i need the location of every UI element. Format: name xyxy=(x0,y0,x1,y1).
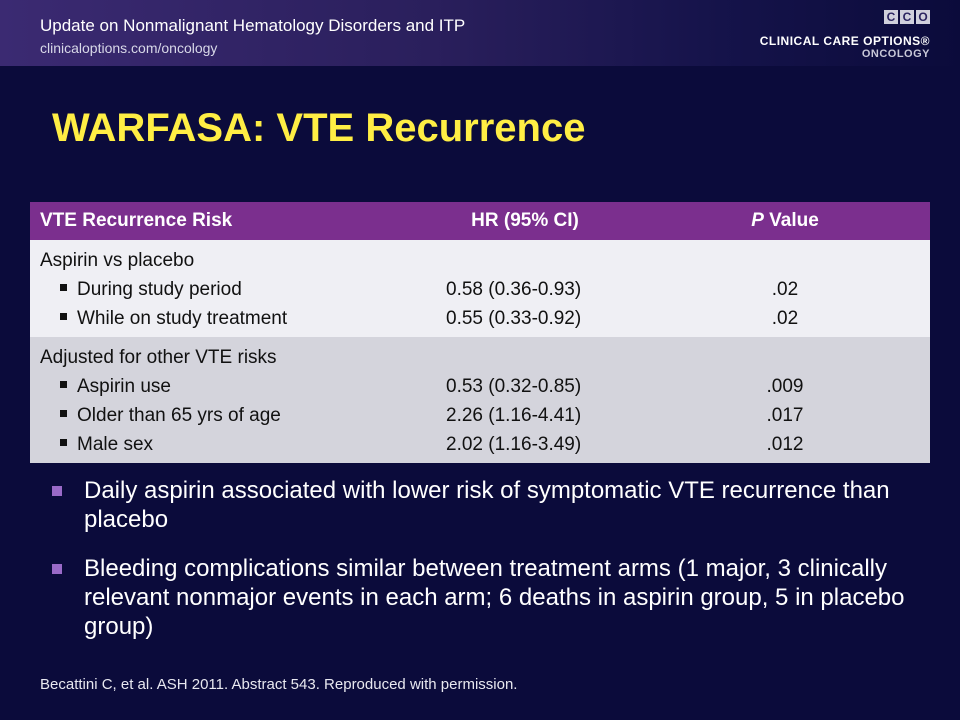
cco-logo xyxy=(750,10,930,60)
row-p: .009 xyxy=(766,375,804,397)
header-p-italic: P xyxy=(751,210,764,231)
row-hr: 0.58 (0.36-0.93) xyxy=(446,278,582,300)
logo-line2: ONCOLOGY xyxy=(861,48,930,60)
row-p: .017 xyxy=(766,404,804,426)
row-risk: Older than 65 yrs of age xyxy=(77,404,281,426)
bullet-item xyxy=(52,554,912,641)
group-label: Adjusted for other VTE risks xyxy=(40,346,277,368)
logo-boxes xyxy=(884,10,930,24)
bullet-text: Daily aspirin associated with lower risk of symptomatic VTE recurrence than placebo xyxy=(84,477,890,533)
bullet-text: Bleeding complications similar between treatment arms (1 major, 3 clinically relevant nonmajor events in each arm; 6 deaths in aspirin group, 5 in placebo group) xyxy=(84,555,905,640)
row-hr: 0.53 (0.32-0.85) xyxy=(446,375,582,397)
square-bullet-icon xyxy=(60,313,67,320)
row-p: .02 xyxy=(771,307,799,329)
header-risk: VTE Recurrence Risk xyxy=(40,210,233,231)
logo-box-1: C xyxy=(884,10,898,24)
row-risk: During study period xyxy=(77,278,242,300)
row-p: .012 xyxy=(766,433,804,455)
group-label: Aspirin vs placebo xyxy=(40,249,195,271)
header-p xyxy=(640,210,930,232)
row-risk: Male sex xyxy=(77,433,154,455)
slide-title: WARFASA: VTE Recurrence xyxy=(52,106,586,150)
square-bullet-icon xyxy=(60,439,67,446)
logo-box-3: O xyxy=(916,10,930,24)
table-row xyxy=(30,372,930,401)
square-bullet-icon xyxy=(60,284,67,291)
row-hr: 2.02 (1.16-3.49) xyxy=(446,433,582,455)
table-row xyxy=(30,401,930,430)
row-p: .02 xyxy=(771,278,799,300)
table-row xyxy=(30,246,930,275)
square-bullet-icon xyxy=(60,381,67,388)
logo-line1: CLINICAL CARE OPTIONS® xyxy=(759,34,930,48)
header-hr: HR (95% CI) xyxy=(471,210,579,231)
row-risk: While on study treatment xyxy=(77,307,288,329)
row-hr: 0.55 (0.33-0.92) xyxy=(446,307,582,329)
header-p-rest: Value xyxy=(763,210,819,231)
square-bullet-icon xyxy=(60,410,67,417)
square-bullet-icon xyxy=(52,564,62,574)
table-group-adjusted xyxy=(30,337,930,463)
logo-box-2: C xyxy=(900,10,914,24)
table-group-aspirin-vs-placebo xyxy=(30,240,930,337)
table-row xyxy=(30,275,930,304)
header-title: Update on Nonmalignant Hematology Disorders and ITP xyxy=(40,16,466,35)
row-hr: 2.26 (1.16-4.41) xyxy=(446,404,582,426)
table-row xyxy=(30,430,930,459)
square-bullet-icon xyxy=(52,486,62,496)
citation: Becattini C, et al. ASH 2011. Abstract 543. Reproduced with permission. xyxy=(40,676,518,693)
table-header-row xyxy=(30,202,930,240)
row-risk: Aspirin use xyxy=(77,375,171,397)
bullet-item xyxy=(52,476,912,534)
table-row xyxy=(30,304,930,333)
results-table xyxy=(30,202,930,463)
bullet-list xyxy=(52,476,912,661)
header-url: clinicaloptions.com/oncology xyxy=(40,40,218,56)
table-row xyxy=(30,343,930,372)
